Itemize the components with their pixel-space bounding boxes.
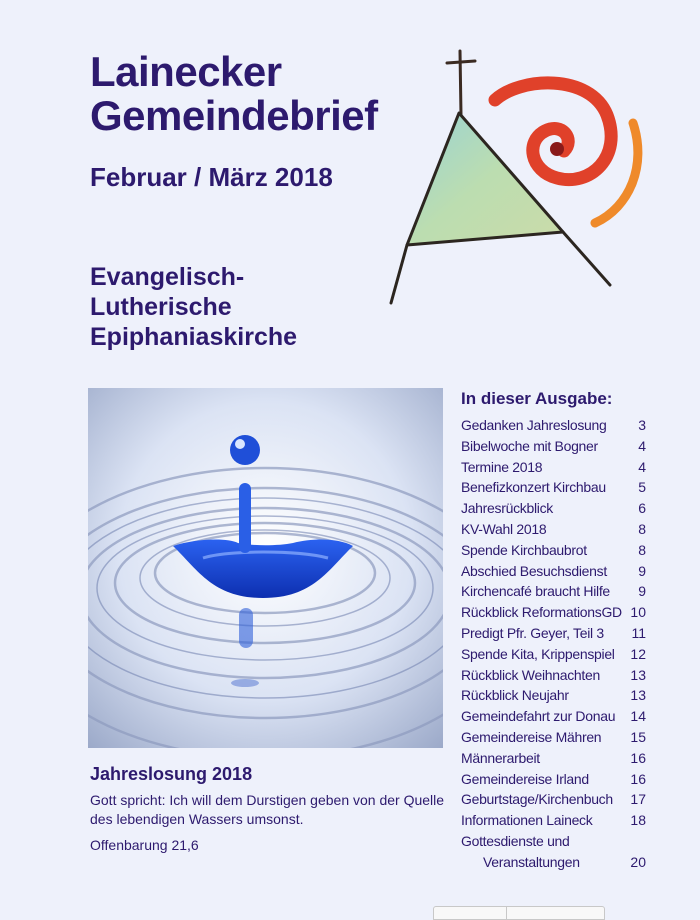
toc-item	[461, 436, 646, 457]
toc-item-page: 18	[630, 812, 646, 829]
triangle-icon	[391, 113, 610, 303]
toc-item-page: 4	[638, 437, 646, 454]
water-drop-image	[88, 388, 443, 748]
toc-item	[461, 581, 646, 602]
church-line-1: Evangelisch-	[90, 263, 245, 291]
toc-item-label: Gedanken Jahreslosung	[461, 417, 607, 433]
toc-item	[461, 769, 646, 790]
toc-item-page: 6	[638, 500, 646, 517]
toc-item-page: 16	[630, 770, 646, 787]
toc-item-label: Männerarbeit	[461, 749, 540, 766]
toc-item-page: 20	[630, 853, 646, 870]
toc-item-page: 13	[630, 687, 646, 704]
toc-item	[461, 810, 646, 831]
toc-item-page: 16	[630, 749, 646, 766]
toc-item	[461, 685, 646, 706]
toc-item-page: 9	[638, 583, 646, 600]
toc-item-label: Spende Kita, Krippenspiel	[461, 645, 615, 662]
toc-item	[461, 727, 646, 748]
window-corner-tab	[433, 906, 605, 920]
church-line-3: Epiphaniaskirche	[90, 323, 298, 351]
toc-item-label: Predigt Pfr. Geyer, Teil 3	[461, 624, 604, 641]
table-of-contents	[461, 415, 646, 873]
newsletter-title	[90, 50, 378, 138]
toc-item-label: KV-Wahl 2018	[461, 520, 547, 537]
toc-item-label: Rückblick Weihnachten	[461, 666, 600, 683]
toc-item-page: 9	[638, 562, 646, 579]
toc-item	[461, 519, 646, 540]
toc-item	[461, 498, 646, 519]
toc-item-page: 17	[630, 791, 646, 808]
toc-item-label: Kirchencafé braucht Hilfe	[461, 583, 610, 600]
toc-item	[461, 831, 646, 873]
title-line-1: Lainecker	[90, 48, 282, 95]
toc-item-label: Rückblick Neujahr	[461, 687, 569, 704]
cross-icon	[447, 51, 475, 115]
toc-item-page: 15	[630, 728, 646, 745]
toc-item-page: 3	[638, 417, 646, 433]
toc-item	[461, 415, 646, 436]
toc-item-page: 4	[638, 458, 646, 475]
church-line-2: Lutherische	[90, 293, 232, 321]
church-logo	[385, 45, 660, 320]
toc-item-page: 14	[630, 708, 646, 725]
issue-date: Februar / März 2018	[90, 162, 333, 192]
toc-item	[461, 540, 646, 561]
toc-item-label: Jahresrückblick	[461, 500, 553, 517]
toc-item-label: Geburtstage/Kirchenbuch	[461, 791, 613, 808]
toc-item	[461, 561, 646, 582]
toc-item-page: 10	[630, 604, 646, 621]
toc-item-page: 13	[630, 666, 646, 683]
toc-item	[461, 623, 646, 644]
toc-heading: In dieser Ausgabe:	[461, 389, 613, 408]
toc-item-label: Bibelwoche mit Bogner	[461, 437, 598, 454]
motto-reference: Offenbarung 21,6	[90, 837, 199, 853]
toc-item-label: Benefizkonzert Kirchbau	[461, 479, 606, 496]
toc-item	[461, 644, 646, 665]
title-line-2: Gemeindebrief	[90, 92, 378, 139]
church-name	[90, 262, 297, 352]
motto-title: Jahreslosung 2018	[90, 764, 253, 784]
toc-item-label: Gemeindefahrt zur Donau	[461, 708, 616, 725]
toc-item	[461, 665, 646, 686]
toc-item-page: 8	[638, 541, 646, 558]
toc-item-label-line-1: Gottesdienste und	[461, 832, 570, 849]
toc-item-label: Gemeindereise Irland	[461, 770, 589, 787]
motto-text: Gott spricht: Ich will dem Durstigen geben von der Quelle des lebendigen Wassers umsonst.	[90, 792, 445, 827]
toc-item-label: Informationen Laineck	[461, 812, 593, 829]
toc-item-label: Spende Kirchbaubrot	[461, 541, 587, 558]
toc-item-label: Abschied Besuchsdienst	[461, 562, 607, 579]
toc-item-page: 11	[631, 624, 646, 641]
toc-item-page: 8	[638, 520, 646, 537]
toc-item	[461, 602, 646, 623]
toc-item	[461, 748, 646, 769]
toc-item-page: 12	[630, 645, 646, 662]
toc-item-label: Rückblick ReformationsGD	[461, 604, 622, 621]
toc-item	[461, 789, 646, 810]
toc-item-label: Termine 2018	[461, 458, 543, 475]
toc-item	[461, 457, 646, 478]
toc-item	[461, 706, 646, 727]
toc-item-label-line-2: Veranstaltungen	[483, 853, 580, 870]
toc-item-label: Gemeindereise Mähren	[461, 728, 602, 745]
toc-item-page: 5	[638, 479, 646, 496]
toc-item	[461, 477, 646, 498]
